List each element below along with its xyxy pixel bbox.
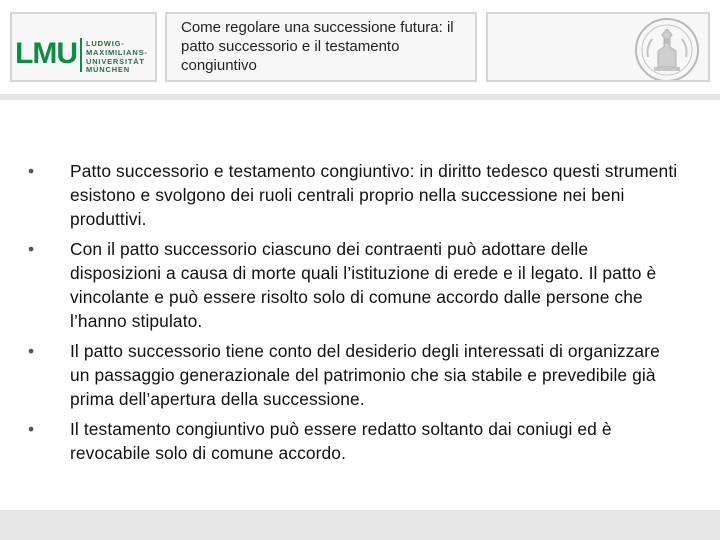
university-logo	[10, 12, 157, 82]
logo-line: MÜNCHEN	[86, 65, 130, 75]
list-item	[28, 417, 678, 465]
list-item	[28, 237, 678, 333]
logo-wordmark	[86, 40, 148, 75]
university-seal-icon	[634, 17, 700, 82]
bullet-dot: •	[28, 419, 35, 439]
logo-divider	[80, 38, 82, 72]
logo-line: LUDWIG-	[86, 39, 125, 48]
bullet-dot: •	[28, 341, 35, 361]
bullet-text: Il testamento congiuntivo può essere redatto soltanto dai coniugi ed è revocabile solo di comune accordo.	[70, 419, 612, 463]
title-box	[165, 12, 477, 82]
bullet-text: Patto successorio e testamento congiuntivo: in diritto tedesco questi strumenti esistono e svolgono dei ruoli centrali proprio nella successione nei beni produttivi.	[70, 161, 678, 229]
bullet-text: Il patto successorio tiene conto del desiderio degli interessati di organizzare un passaggio generazionale del patrimonio che sia stabile e prevedibile già prima dell’apertura della successione.	[70, 341, 660, 409]
logo-mark: LMU	[15, 37, 77, 70]
slide-header	[0, 0, 720, 94]
logo-line: MAXIMILIANS-	[86, 47, 148, 57]
bullet-dot: •	[28, 161, 35, 181]
bullet-dot: •	[28, 239, 35, 259]
seal-box	[486, 12, 710, 82]
list-item	[28, 159, 678, 231]
bullet-text: Con il patto successorio ciascuno dei contraenti può adottare delle disposizioni a causa di morte quali l’istituzione di erede e il legato. Il patto è vincolante e può essere risolto solo di comune accordo dalle persone che l’hanno stipulato.	[70, 239, 657, 331]
slide-body	[0, 100, 720, 510]
bullet-list	[28, 159, 678, 471]
logo-line: UNIVERSITÄT	[86, 56, 145, 66]
list-item	[28, 339, 678, 411]
slide-title: Come regolare una successione futura: il patto successorio e il testamento congiuntivo	[181, 19, 454, 74]
footer-band	[0, 510, 720, 540]
